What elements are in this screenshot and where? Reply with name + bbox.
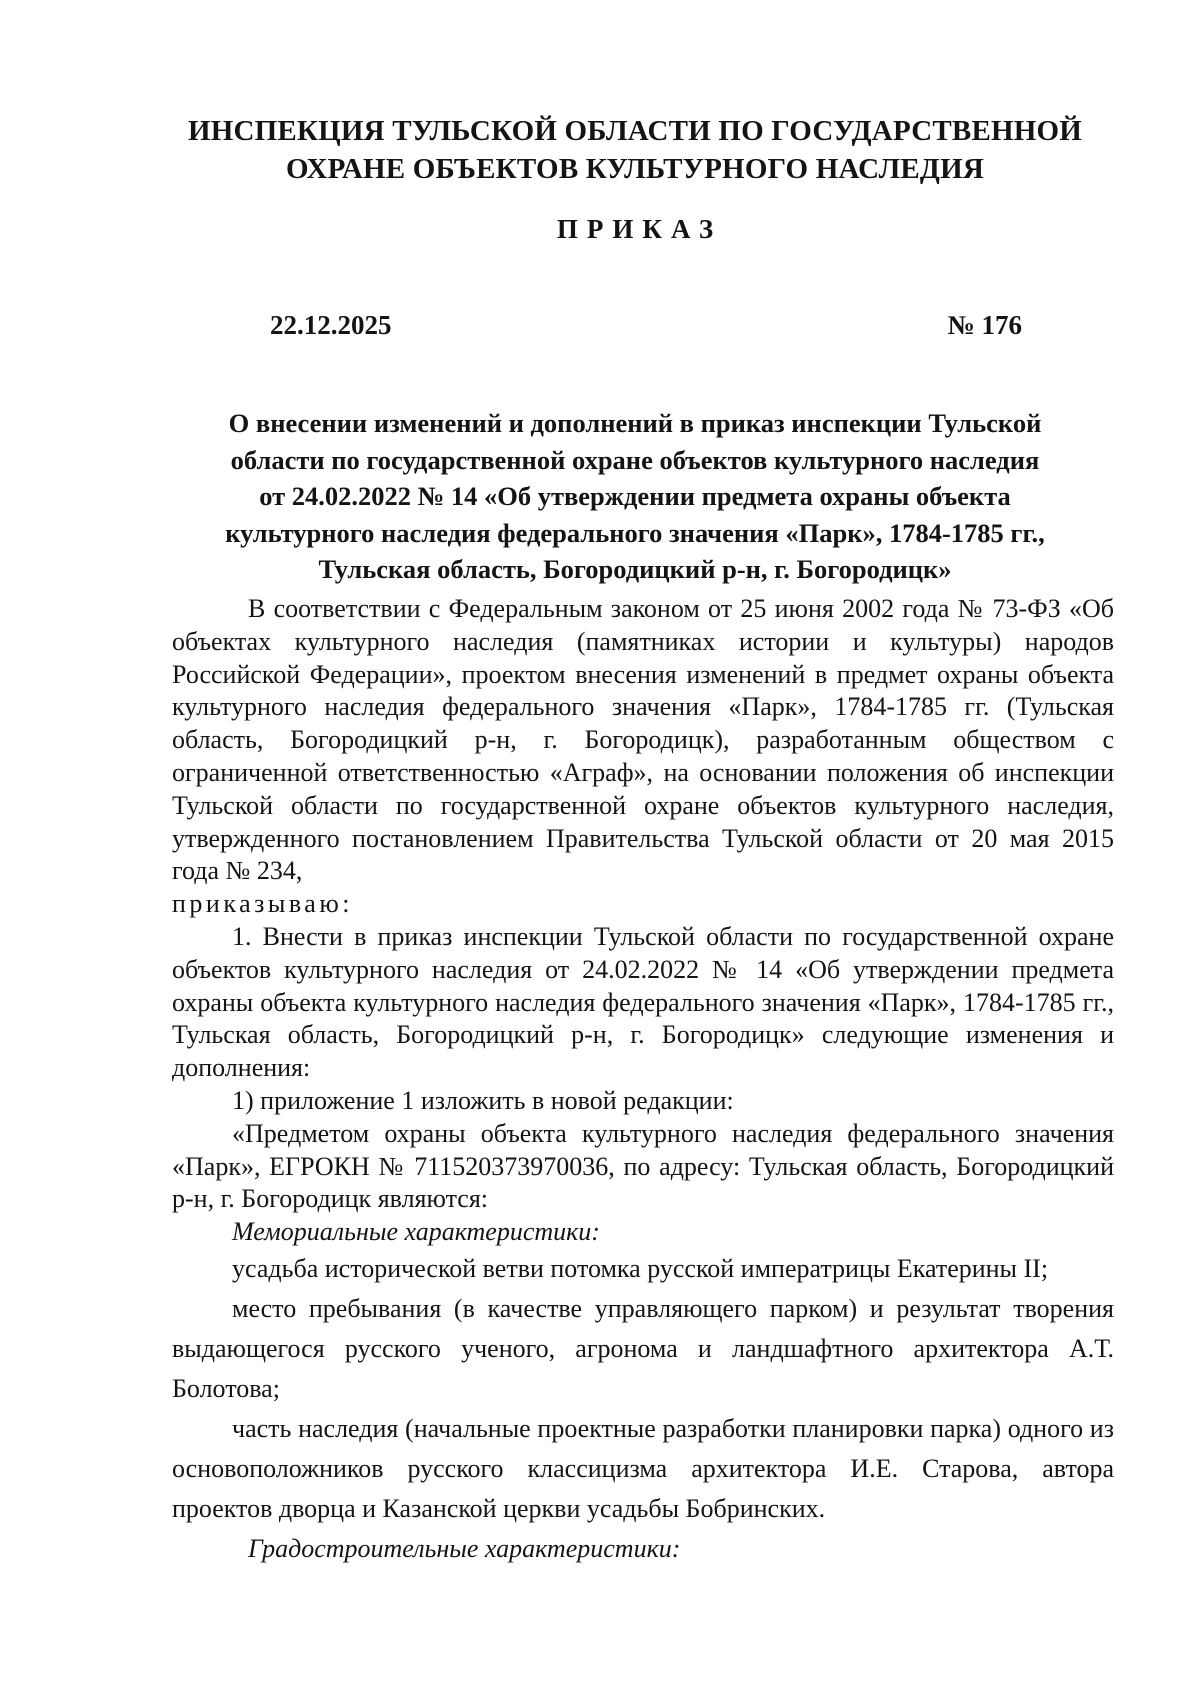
memorial-item-2: место пребывания (в качестве управляющего парком) и результат творения выдающегося русского ученого, агронома и ландшафтного архитектора А.Т. Болотова;: [172, 1293, 1114, 1403]
agency-name-line-2: ОХРАНЕ ОБЪЕКТОВ КУЛЬТУРНОГО НАСЛЕДИЯ: [285, 153, 984, 185]
urban-heading: Градостроительные характеристики:: [248, 1533, 681, 1563]
order-word-paragraph: [172, 888, 1114, 921]
document-number: № 176: [947, 310, 1022, 340]
subject-line-1: О внесении изменений и дополнений в приказ инспекции Тульской: [228, 408, 1042, 438]
subject-line-2: области по государственной охране объектов культурного наследия: [230, 444, 1040, 475]
memorial-heading: Мемориальные характеристики:: [232, 1217, 600, 1247]
document-date: 22.12.2025: [270, 310, 392, 340]
document-type: ПРИКАЗ: [556, 214, 723, 244]
subject-line-3: от 24.02.2022 № 14 «Об утверждении предмета охраны объекта: [259, 481, 1011, 511]
subject-line-4: культурного наследия федерального значения «Парк», 1784-1785 гг.,: [225, 517, 1045, 548]
preamble-paragraph: [172, 593, 1114, 888]
item-1-paragraph: 1. Внести в приказ инспекции Тульской области по государственной охране объектов культурного наследия от 24.02.2022 № 14 «Об утверждении предмета охраны объекта культурного наследия федерального значения «Парк», 1784-1785 гг., Тульская область, Богородицкий р-н, г. Богородицк» следующие изменения и дополнения:: [172, 921, 1114, 1083]
document-subject: [160, 405, 1110, 588]
subject-line-5: Тульская область, Богородицкий р-н, г. Богородицк»: [318, 554, 952, 584]
agency-name: [160, 112, 1110, 188]
memorial-item-1: усадьба исторической ветви потомка русской императрицы Екатерины II;: [232, 1253, 1049, 1283]
subitem-1-paragraph: 1) приложение 1 изложить в новой редакции:: [232, 1085, 734, 1115]
document-body: [172, 593, 1114, 1569]
memorial-item-3: часть наследия (начальные проектные разработки планировки парка) одного из основоположников русского классицизма архитектора И.Е. Старова, автора проектов дворца и Казанской церкви усадьбы Бобринских.: [172, 1413, 1114, 1523]
preamble-text: В соответствии с Федеральным законом от 25 июня 2002 года № 73-ФЗ «Об объектах культурного наследия (памятниках истории и культуры) народов Российской Федерации», проектом внесения изменений в предмет охраны объекта культурного наследия федерального значения «Парк», 1784-1785 гг. (Тульская область, Богородицкий р-н, г. Богородицк), разработанным обществом с ограниченной ответственностью «Аграф», на основании положения об инспекции Тульской области по государственной охране объектов культурного наследия, утвержденного постановлением Правительства Тульской области от 20 мая 2015 года № 234,: [172, 594, 1114, 886]
agency-name-line-1: ИНСПЕКЦИЯ ТУЛЬСКОЙ ОБЛАСТИ ПО ГОСУДАРСТВЕННОЙ: [187, 115, 1083, 147]
quote-start-paragraph: «Предметом охраны объекта культурного наследия федерального значения «Парк», ЕГРОКН № 711520373970036, по адресу: Тульская область, Богородицкий р-н, г. Богородицк являются:: [172, 1118, 1114, 1214]
order-word: приказываю:: [172, 889, 353, 919]
